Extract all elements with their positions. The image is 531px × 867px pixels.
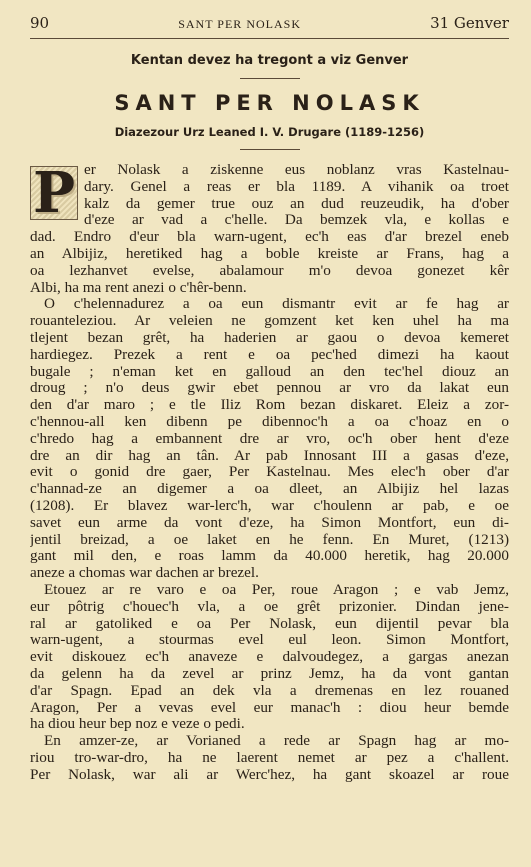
text-line: c'hennou-all ken dibenn pe dibennoc'h a oa c'hoaz en o — [30, 413, 509, 430]
text-line: dary. Genel a reas er bla 1189. A vihanik oa troet — [84, 178, 509, 195]
text-line: (1208). Er blavez war-lerc'h, war c'houlenn ar pab, e oe — [30, 497, 509, 514]
first-paragraph — [30, 162, 509, 229]
text-line: Aragon, Per a vevas evel eur manac'h : diou heur bemde — [30, 699, 509, 716]
divider — [240, 78, 300, 79]
text-line: evit diskouez ec'h anaveze e dalvoudegez, a gargas anezan — [30, 649, 509, 666]
text-line: warn-ugent, a stourmas evel eul leon. Simon Montfort, — [30, 632, 509, 649]
text-line: savet eun arme da vont d'eze, ha Simon Montfort, eun di- — [30, 514, 509, 531]
saint-byline: Diazezour Urz Leaned I. V. Drugare (1189-1256) — [114, 125, 425, 139]
paragraph — [30, 296, 509, 582]
running-title: SANT PER NOLASK — [178, 17, 301, 31]
text-line: da gelenn ha da zevel ar prinz Jemz, ha da vont gantan — [30, 665, 509, 682]
text-line: c'hredo hag a embannent dre ar vro, oc'h ober hent d'eze — [30, 430, 509, 447]
text-line: hardiegez. Prezek a rent e oa pec'hed dimezi ha kaout — [30, 346, 509, 363]
text-line: d'ar Spagn. Epad an dek vla a dremenas en lez rouaned — [30, 682, 509, 699]
feast-subtitle: Kentan devez ha tregont a viz Genver — [130, 53, 409, 68]
text-line: evit o gonid dre gaer, Per Kastelnau. Mes elec'h ober d'ar — [30, 464, 509, 481]
text-line: En amzer-ze, ar Vorianed a rede ar Spagn hag ar mo- — [44, 733, 509, 750]
text-line: Per Nolask, war ali ar Werc'hez, ha gant skoazel ar roue — [30, 766, 509, 783]
divider — [240, 149, 300, 150]
text-line: den d'ar maro ; e tle Iliz Rom bezan diskaret. Eleiz a zor- — [30, 397, 509, 414]
dropcap-initial: P — [30, 166, 78, 220]
text-line: droug ; n'o deus gwir ebet pennou ar vro da lakat eun — [30, 380, 509, 397]
text-line: d'eze ar vad a c'helle. Da bemzek vla, e kollas e — [84, 212, 509, 229]
text-line: an Albijiz, heretiked hag a boble kreiste ar Frans, hag a — [30, 245, 509, 262]
text-line: aneze a chomas war dachen ar brezel. — [30, 565, 259, 582]
text-line: riou tro-war-dro, ha ne laerent nemet ar pez a c'hallent. — [30, 749, 509, 766]
text-line: kalz da gemer true ouz an dud reuzeudik, ha d'ober — [84, 195, 509, 212]
text-line: tlejent bezan grêt, ha haderien ar gaou o devoa kemeret — [30, 329, 509, 346]
text-line: Albi, ha ma rent anezi o c'hêr-benn. — [30, 279, 247, 296]
running-header — [30, 14, 509, 38]
text-line: eur pôtrig c'houec'h vla, a oe grêt prizonier. Dindan jene- — [30, 598, 509, 615]
saint-title: SANT PER NOLASK — [114, 91, 425, 115]
text-line: er Nolask a ziskenne eus noblanz vras Kastelnau- — [84, 162, 509, 178]
text-line: bugale ; n'eman ket en galloud an den tec'hel diouz an — [30, 363, 509, 380]
paragraph — [30, 733, 509, 783]
header-rule — [30, 38, 509, 39]
text-line: jentil breizad, a oe laket en he fenn. En Muret, (1213) — [30, 531, 509, 548]
text-line: c'hannad-ze an digemer a oa dleet, an Albijiz hel lazas — [30, 481, 509, 498]
text-line: dre an dir hag an tân. Ar pab Innosant III a gasas d'eze, — [30, 447, 509, 464]
text-line: rouanteleziou. Ar veleien ne gomzent ket ken uhel ha ma — [30, 313, 509, 330]
text-line: ral ar gatoliked e oa Per Nolask, eun dijentil pevar bla — [30, 615, 509, 632]
article-body — [30, 162, 509, 783]
text-line: oa lezhanvet evelse, abalamour m'o devoa gonezet kêr — [30, 262, 509, 279]
text-line: O c'helennadurez a oa eun dismantr evit ar fe hag ar — [44, 296, 509, 313]
text-line: gant mil den, e roas lamm da 40.000 heretik, hag 20.000 — [30, 548, 509, 565]
header-date: 31 Genver — [430, 14, 509, 32]
text-line: Etouez ar re varo e oa Per, roue Aragon ; e vab Jemz, — [44, 581, 509, 598]
text-line: ha diou heur bep noz e veze o pedi. — [30, 716, 245, 733]
text-line: dad. Endro d'eur bla warn-ugent, ec'h eas d'ar brezel eneb — [30, 229, 509, 246]
paragraph — [30, 582, 509, 733]
page-number: 90 — [30, 14, 50, 32]
